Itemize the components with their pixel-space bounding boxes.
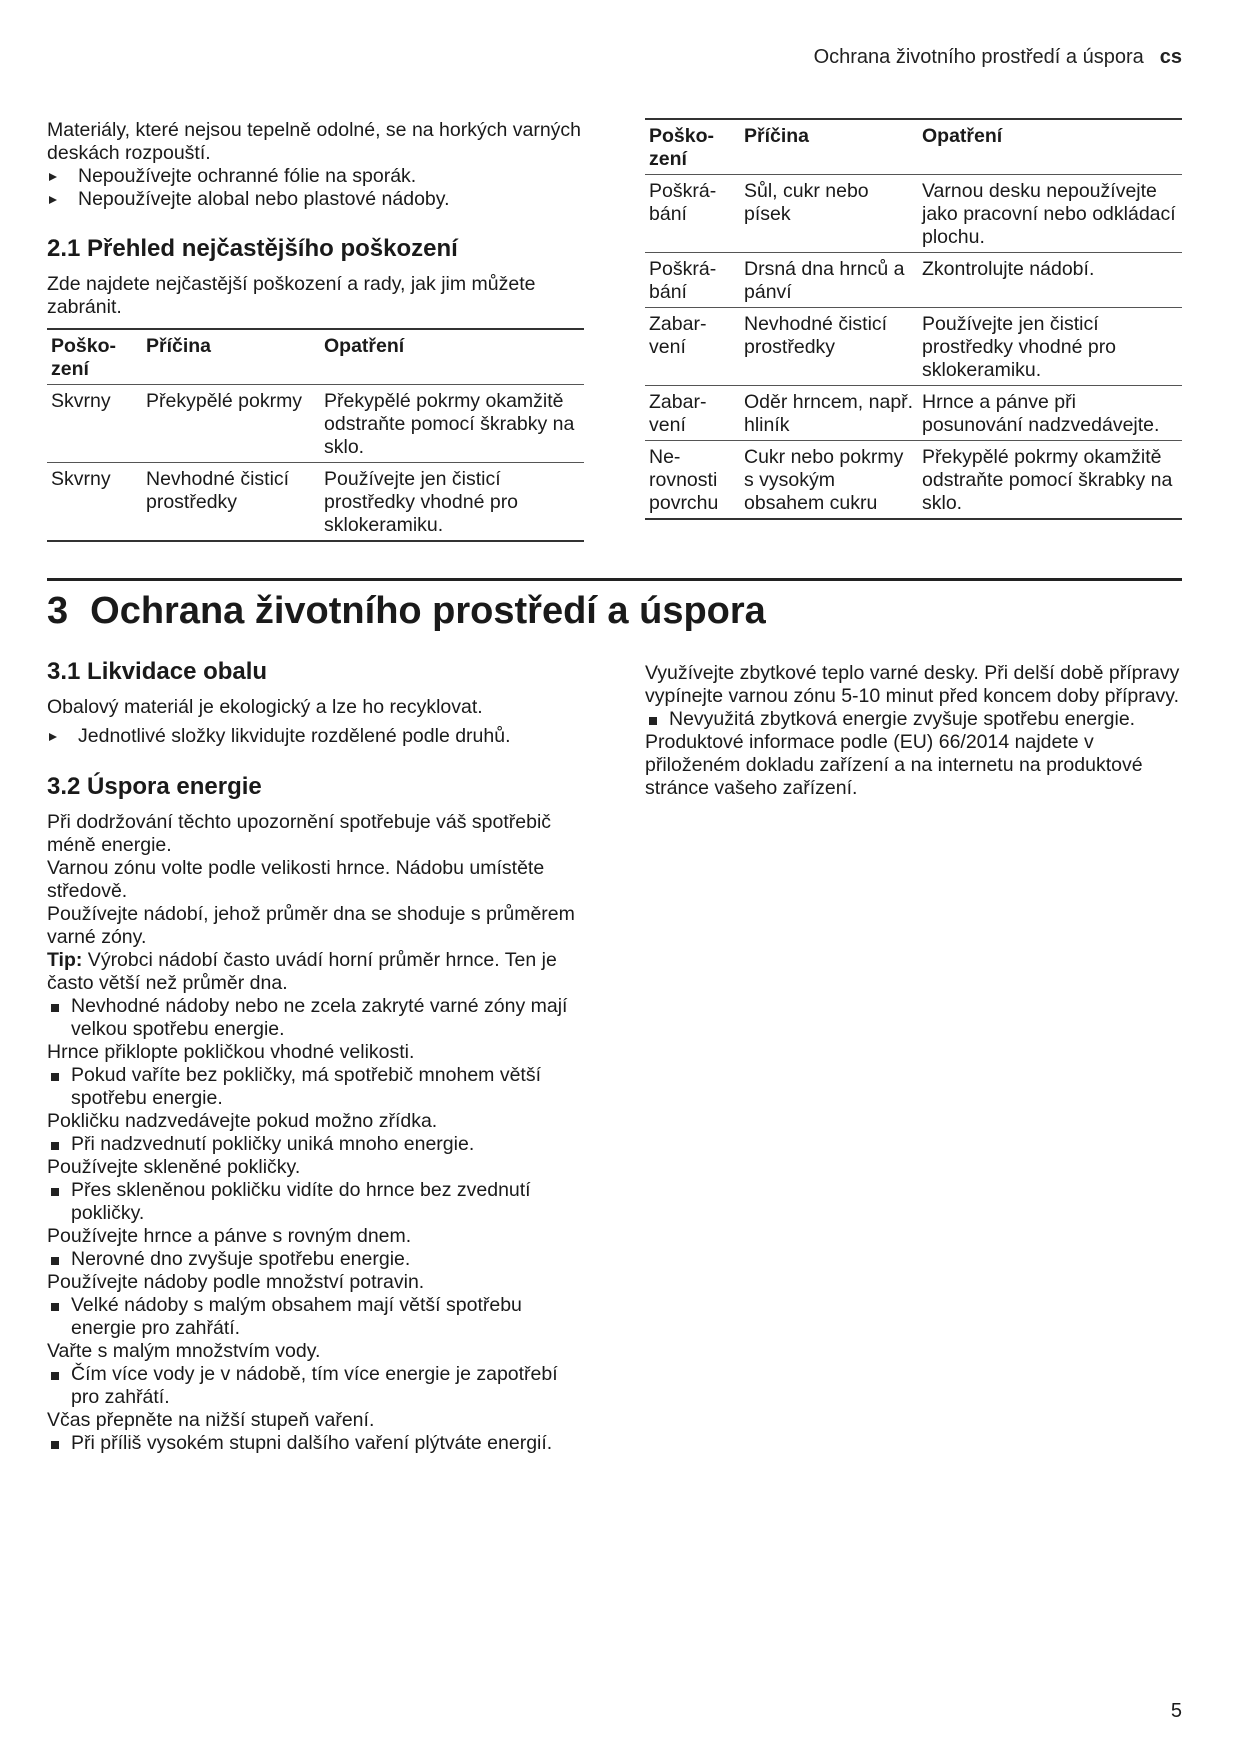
cell-remedy: Překypělé pokrmy okamžitě odstraňte pomocí škrabky na sklo. bbox=[324, 390, 575, 458]
cell-cause: Cukr nebo pokrmy s vysokým obsahem cukru bbox=[744, 446, 904, 514]
intro-item: Nepoužívejte alobal nebo plastové nádoby. bbox=[47, 188, 587, 211]
section-2-1-text: Zde najdete nejčastější poškození a rady, jak jim můžete zabránit. bbox=[47, 273, 536, 318]
col-header-cause: Příčina bbox=[744, 125, 810, 147]
bullet-item: Při nadzvednutí pokličky uniká mnoho energie. bbox=[47, 1133, 587, 1156]
table-header-row bbox=[47, 329, 584, 385]
paragraph: Při dodržování těchto upozornění spotřebuje váš spotřebič méně energie. bbox=[47, 811, 552, 856]
bullet-item: Čím více vody je v nádobě, tím více energie je zapotřebí pro zahřátí. bbox=[47, 1363, 587, 1409]
cell-cause: Oděr hrncem, např. hliník bbox=[744, 391, 914, 436]
cell-remedy: Zkontrolujte nádobí. bbox=[922, 258, 1095, 280]
table-row bbox=[645, 308, 1182, 386]
paragraph: Vařte s malým množstvím vody. bbox=[47, 1340, 321, 1362]
paragraph: Používejte nádobí, jehož průměr dna se shoduje s průměrem varné zóny. bbox=[47, 903, 575, 948]
section-2-1-heading: 2.1 Přehled nejčastějšího poškození bbox=[47, 235, 458, 262]
damage-table-2 bbox=[645, 118, 1182, 520]
header-title: Ochrana životního prostředí a úspora bbox=[813, 46, 1144, 68]
chapter-rule bbox=[47, 578, 1182, 581]
table-row bbox=[47, 463, 584, 542]
page-number: 5 bbox=[1170, 1700, 1182, 1722]
table-header-row bbox=[645, 119, 1182, 175]
section-3-1-text: Obalový materiál je ekologický a lze ho recyklovat. bbox=[47, 696, 483, 718]
tip-text: Výrobci nádobí často uvádí horní průměr hrnce. Ten je často větší než průměr dna. bbox=[47, 949, 557, 994]
page-header bbox=[814, 46, 1182, 69]
left-top-column bbox=[47, 119, 587, 542]
left-bottom-column bbox=[47, 658, 587, 1455]
bullet-item: Při příliš vysokém stupni dalšího vaření plýtváte energií. bbox=[47, 1432, 587, 1455]
paragraph: Pokličku nadzvedávejte pokud možno zřídka. bbox=[47, 1110, 438, 1132]
language-code: cs bbox=[1159, 46, 1182, 68]
cell-damage: Zabar-vení bbox=[649, 313, 707, 358]
col-header-damage: Poško-zení bbox=[649, 125, 715, 170]
cell-damage: Poškrá-bání bbox=[649, 258, 717, 303]
cell-damage: Ne-rovnosti povrchu bbox=[649, 446, 719, 514]
bullet-item: Přes skleněnou pokličku vidíte do hrnce bez zvednutí pokličky. bbox=[47, 1179, 587, 1225]
paragraph: Používejte skleněné pokličky. bbox=[47, 1156, 301, 1178]
paragraph: Využívejte zbytkové teplo varné desky. Při delší době přípravy vypínejte varnou zónu 5-10 minut před koncem doby přípravy. bbox=[645, 662, 1180, 707]
cell-cause: Drsná dna hrnců a pánví bbox=[744, 258, 905, 303]
chapter-title bbox=[47, 588, 766, 634]
col-header-remedy: Opatření bbox=[324, 335, 405, 357]
right-bottom-column bbox=[645, 662, 1185, 800]
damage-table-1 bbox=[47, 328, 584, 542]
paragraph: Používejte nádoby podle množství potravin. bbox=[47, 1271, 425, 1293]
bullet-item: Nevyužitá zbytková energie zvyšuje spotřebu energie. bbox=[645, 708, 1185, 731]
bullet-item: Nerovné dno zvyšuje spotřebu energie. bbox=[47, 1248, 587, 1271]
table-row bbox=[645, 441, 1182, 520]
cell-remedy: Hrnce a pánve při posunování nadzvedávejte. bbox=[922, 391, 1160, 436]
col-header-cause: Příčina bbox=[146, 335, 212, 357]
cell-damage: Poškrá-bání bbox=[649, 180, 717, 225]
paragraph: Včas přepněte na nižší stupeň vaření. bbox=[47, 1409, 375, 1431]
cell-remedy: Překypělé pokrmy okamžitě odstraňte pomocí škrabky na sklo. bbox=[922, 446, 1173, 514]
col-header-damage: Poško-zení bbox=[51, 335, 117, 380]
intro-text: Materiály, které nejsou tepelně odolné, se na horkých varných deskách rozpouští. bbox=[47, 119, 582, 164]
table-row bbox=[645, 253, 1182, 308]
cell-remedy: Používejte jen čisticí prostředky vhodné pro sklokeramiku. bbox=[922, 313, 1117, 381]
bullet-item: Nevhodné nádoby nebo ne zcela zakryté varné zóny mají velkou spotřebu energie. bbox=[47, 995, 587, 1041]
cell-damage: Skvrny bbox=[51, 468, 111, 490]
intro-item: Nepoužívejte ochranné fólie na sporák. bbox=[47, 165, 587, 188]
cell-cause: Nevhodné čisticí prostředky bbox=[146, 468, 290, 513]
cell-damage: Zabar-vení bbox=[649, 391, 707, 436]
paragraph: Produktové informace podle (EU) 66/2014 najdete v přiloženém dokladu zařízení a na internetu na produktové stránce vašeho zařízení. bbox=[645, 731, 1143, 799]
paragraph: Hrnce přiklopte pokličkou vhodné velikosti. bbox=[47, 1041, 415, 1063]
cell-remedy: Varnou desku nepoužívejte jako pracovní nebo odkládací plochu. bbox=[922, 180, 1176, 248]
bullet-item: Velké nádoby s malým obsahem mají větší spotřebu energie pro zahřátí. bbox=[47, 1294, 587, 1340]
cell-cause: Sůl, cukr nebo písek bbox=[744, 180, 869, 225]
paragraph: Varnou zónu volte podle velikosti hrnce. Nádobu umístěte středově. bbox=[47, 857, 545, 902]
cell-cause: Překypělé pokrmy bbox=[146, 390, 303, 412]
cell-damage: Skvrny bbox=[51, 390, 111, 412]
bullet-item: Pokud vaříte bez pokličky, má spotřebič mnohem větší spotřebu energie. bbox=[47, 1064, 587, 1110]
paragraph: Používejte hrnce a pánve s rovným dnem. bbox=[47, 1225, 412, 1247]
tip-label: Tip: bbox=[47, 949, 83, 971]
cell-cause: Nevhodné čisticí prostředky bbox=[744, 313, 888, 358]
right-top-column bbox=[645, 118, 1185, 520]
tip-paragraph bbox=[47, 949, 587, 995]
table-row bbox=[645, 386, 1182, 441]
chapter-number: 3 bbox=[47, 590, 69, 632]
table-row bbox=[645, 175, 1182, 253]
chapter-title-text: Ochrana životního prostředí a úspora bbox=[90, 590, 766, 632]
cell-remedy: Používejte jen čisticí prostředky vhodné pro sklokeramiku. bbox=[324, 468, 519, 536]
section-3-1-heading: 3.1 Likvidace obalu bbox=[47, 658, 268, 685]
table-row bbox=[47, 385, 584, 463]
section-3-1-item: Jednotlivé složky likvidujte rozdělené podle druhů. bbox=[47, 725, 587, 748]
col-header-remedy: Opatření bbox=[922, 125, 1003, 147]
section-3-2-heading: 3.2 Úspora energie bbox=[47, 773, 262, 800]
